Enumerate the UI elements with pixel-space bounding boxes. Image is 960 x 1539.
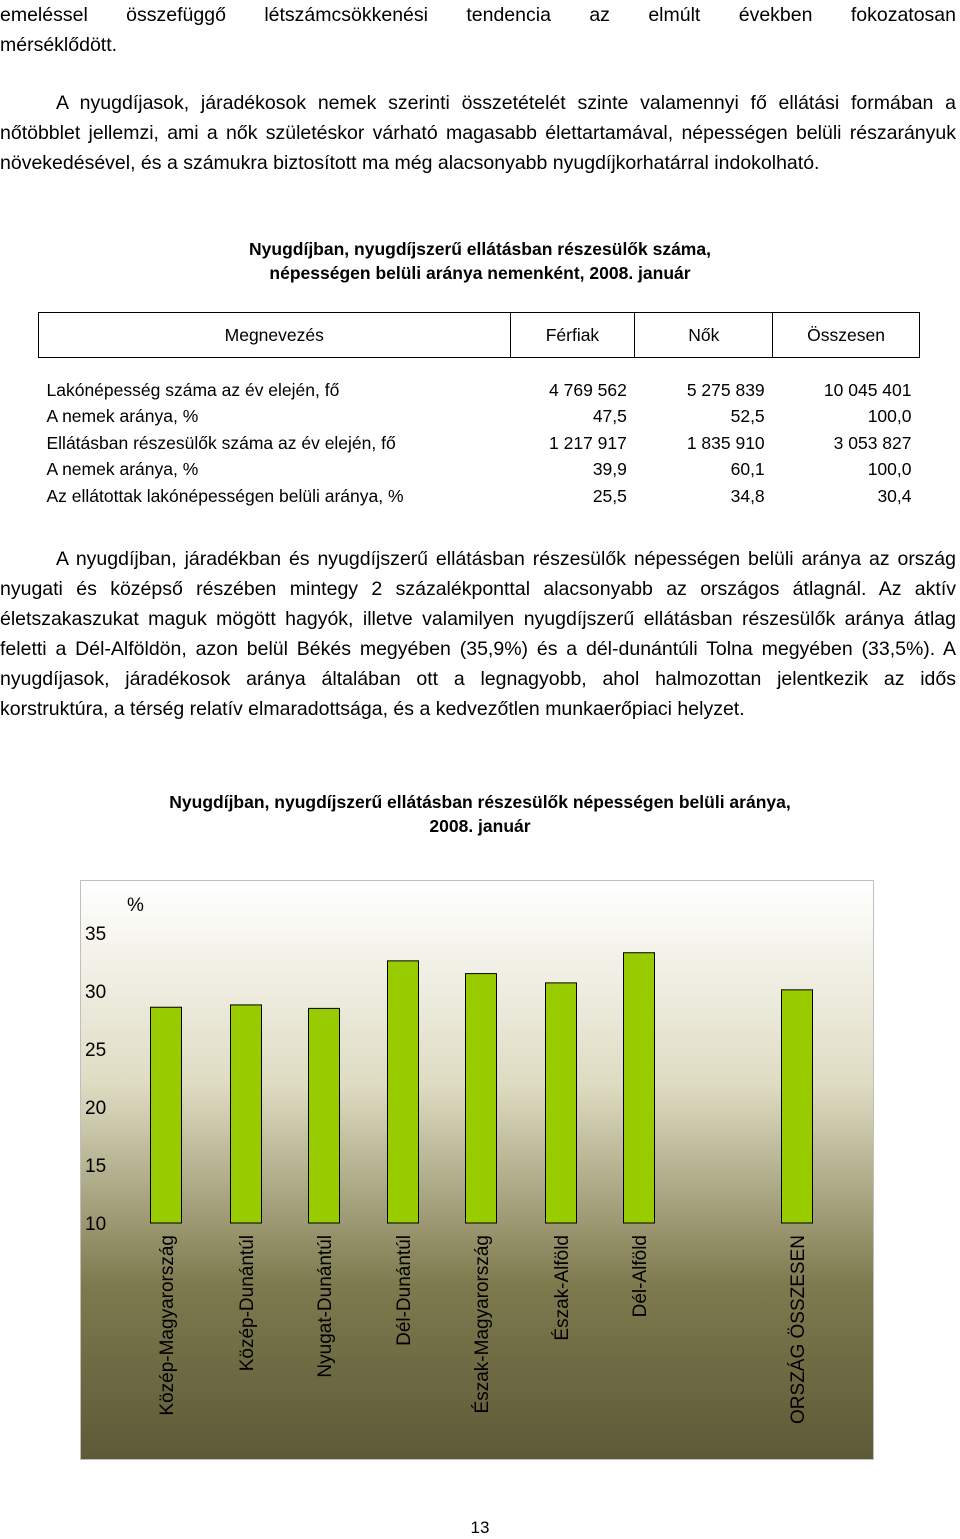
cell-women: 34,8 bbox=[730, 485, 765, 506]
header-women: Nők bbox=[635, 313, 773, 358]
cell-men: 25,5 bbox=[592, 485, 627, 506]
x-category-label: ORSZÁG ÖSSZESEN bbox=[788, 1235, 809, 1424]
bar bbox=[546, 983, 577, 1223]
y-axis-unit-label: % bbox=[127, 895, 144, 916]
table-header-row bbox=[39, 313, 920, 358]
x-category-label: Dél-Dunántúl bbox=[394, 1235, 415, 1346]
bar bbox=[466, 974, 497, 1223]
header-men: Férfiak bbox=[510, 313, 635, 358]
y-tick-label: 30 bbox=[85, 982, 107, 1003]
row-label: Ellátásban részesülők száma az év elején, fő bbox=[46, 432, 396, 453]
x-category-label: Észak-Alföld bbox=[552, 1235, 573, 1341]
cell-women: 1 835 910 bbox=[686, 432, 765, 453]
cell-women: 60,1 bbox=[730, 459, 765, 480]
bar bbox=[388, 961, 419, 1223]
table-row bbox=[39, 430, 920, 457]
row-label: A nemek aránya, % bbox=[46, 406, 199, 427]
y-tick-label: 35 bbox=[85, 924, 107, 945]
cell-women: 52,5 bbox=[730, 406, 765, 427]
table-caption-line-2: népességen belüli aránya nemenként, 2008. január bbox=[269, 263, 691, 283]
chart-caption bbox=[0, 790, 960, 838]
paragraph-2: A nyugdíjban, járadékban és nyugdíjszerű ellátásban részesülők népességen belüli aránya az ország nyugati és középső részében mintegy 2 százalékponttal alacsonyabb az országos átlagnál. Az aktív életszakaszukat maguk mögött hagyók, illetve valamilyen nyugdíjszerű ellátásban részesülők aránya átlag feletti a Dél-Alföldön, azon belül Békés megyében (35,9%) és a dél-dunántúli Tolna megyében (33,5%). A nyugdíjasok, járadékosok aránya általában ott a legnagyobb, ahol halmozottan jelentkezik az idős korstruktúra, a térség relatív elmaradottsága, és a kedvezőtlen munkaerőpiaci helyzet. bbox=[0, 548, 956, 720]
intro-line-1: emeléssel összefüggő létszámcsökkenési tendencia az elmúlt években fokozatosan bbox=[0, 4, 956, 26]
cell-total: 10 045 401 bbox=[823, 379, 912, 400]
cell-men: 39,9 bbox=[592, 459, 627, 480]
y-tick-label: 20 bbox=[85, 1098, 107, 1119]
table-row bbox=[39, 377, 920, 404]
cell-men: 1 217 917 bbox=[549, 432, 627, 453]
bar bbox=[782, 990, 813, 1223]
page-number: 13 bbox=[470, 1518, 490, 1537]
row-label: Az ellátottak lakónépességen belüli aránya, % bbox=[46, 485, 404, 506]
table-caption bbox=[0, 237, 960, 285]
cell-women: 5 275 839 bbox=[686, 379, 765, 400]
y-tick-label: 10 bbox=[85, 1214, 107, 1235]
x-category-label: Észak-Magyarország bbox=[472, 1235, 493, 1414]
x-category-label: Nyugat-Dunántúl bbox=[315, 1235, 336, 1378]
table-row bbox=[39, 457, 920, 484]
y-tick-label: 15 bbox=[85, 1156, 107, 1177]
cell-total: 100,0 bbox=[867, 459, 912, 480]
cell-total: 3 053 827 bbox=[833, 432, 912, 453]
bar-chart bbox=[80, 880, 874, 1460]
x-category-label: Közép-Dunántúl bbox=[237, 1235, 258, 1372]
cell-men: 47,5 bbox=[592, 406, 627, 427]
x-category-label: Dél-Alföld bbox=[630, 1235, 651, 1318]
row-label: Lakónépesség száma az év elején, fő bbox=[46, 379, 340, 400]
x-category-label: Közép-Magyarország bbox=[157, 1235, 178, 1416]
bar bbox=[624, 953, 655, 1223]
table-row bbox=[39, 404, 920, 431]
paragraph-1: A nyugdíjasok, járadékosok nemek szerinti összetételét szinte valamennyi fő ellátási formában a nőtöbblet jellemzi, ami a nők születéskor várható magasabb élettartamával, népességen belüli részarányuk növekedésével, és a számukra biztosított ma még alacsonyabb nyugdíjkorhatárral indokolható. bbox=[0, 92, 956, 174]
row-label: A nemek aránya, % bbox=[46, 459, 199, 480]
chart-caption-line-2: 2008. január bbox=[429, 816, 531, 836]
statistics-table bbox=[38, 312, 920, 510]
table-row bbox=[39, 483, 920, 510]
cell-men: 4 769 562 bbox=[549, 379, 627, 400]
bar bbox=[309, 1008, 340, 1223]
intro-line-2: mérséklődött. bbox=[0, 34, 118, 56]
bar-chart-svg bbox=[81, 881, 873, 1459]
bar bbox=[151, 1007, 182, 1223]
cell-total: 30,4 bbox=[877, 485, 912, 506]
header-total: Összesen bbox=[773, 313, 920, 358]
header-name: Megnevezés bbox=[39, 313, 511, 358]
bar bbox=[231, 1005, 262, 1223]
cell-total: 100,0 bbox=[867, 406, 912, 427]
chart-caption-line-1: Nyugdíjban, nyugdíjszerű ellátásban részesülők népességen belüli aránya, bbox=[169, 792, 791, 812]
y-tick-label: 25 bbox=[85, 1040, 107, 1061]
table-caption-line-1: Nyugdíjban, nyugdíjszerű ellátásban részesülők száma, bbox=[249, 239, 711, 259]
